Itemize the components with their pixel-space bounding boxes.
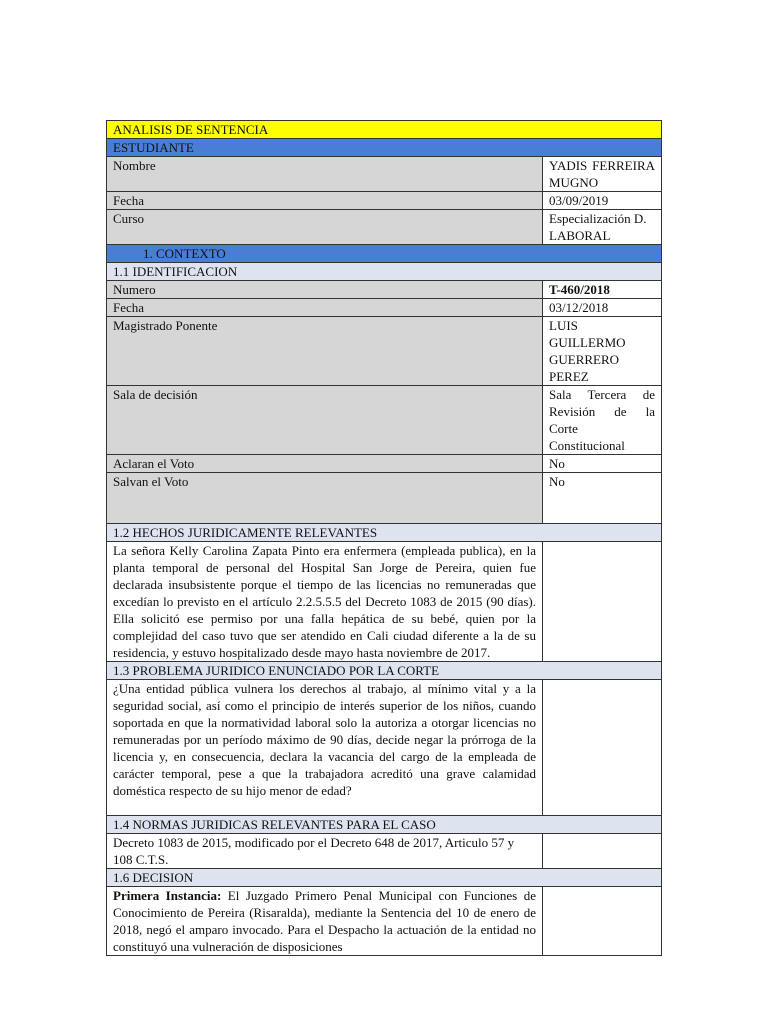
number-value: T-460/2018 [543,281,662,299]
number-label: Numero [107,281,543,299]
chamber-value: Sala Tercera de Revisión de la Corte Constitucional [543,386,662,455]
student-heading: ESTUDIANTE [107,139,662,157]
course-value: Especialización D. LABORAL [543,210,662,245]
chamber-label: Sala de decisión [107,386,543,455]
magistrate-label: Magistrado Ponente [107,317,543,386]
name-value: YADIS FERREIRA MUGNO [543,157,662,192]
analysis-table [106,120,662,956]
magistrate-value: LUIS GUILLERMO GUERRERO PEREZ [543,317,662,386]
decision-heading: 1.6 DECISION [107,869,662,887]
legal-problem-text: ¿Una entidad pública vulnera los derechos al trabajo, al mínimo vital y a la seguridad social, así como el principio de interés superior de los niños, cuando soportada en que la normatividad laboral solo la autoriza a otorgar licencias no remuneradas por un período máximo de 90 días, decide negar la prórroga de la licencia y, en consecuencia, declara la vacancia del cargo de la empleada de carácter temporal, pese a que la trabajadora acreditó una grave calamidad doméstica respecto de su hijo menor de edad? [107,680,543,816]
identification-heading: 1.1 IDENTIFICACION [107,263,662,281]
name-label: Nombre [107,157,543,192]
facts-text: La señora Kelly Carolina Zapata Pinto era enfermera (empleada publica), en la planta temporal de personal del Hospital San Jorge de Pereira, quien fue declarada insubsistente porque el tiempo de las licencias no remuneradas que excedían lo previsto en el artículo 2.2.5.5.5 del Decreto 1083 de 2015 (90 días). Ella solicitó ese permiso por una falla hepática de su bebé, quien por la complejidad del caso tuvo que ser atendido en Cali ciudad diferente a la de su residencia, y estuvo hospitalizado desde mayo hasta noviembre de 2017. [107,542,543,662]
decision-lead: Primera Instancia: [113,888,222,903]
ruling-date-value: 03/12/2018 [543,299,662,317]
facts-heading: 1.2 HECHOS JURIDICAMENTE RELEVANTES [107,524,662,542]
ruling-date-label: Fecha [107,299,543,317]
course-label: Curso [107,210,543,245]
norms-heading: 1.4 NORMAS JURIDICAS RELEVANTES PARA EL CASO [107,816,662,834]
decision-empty-cell [543,887,662,956]
context-heading: 1. CONTEXTO [107,245,662,263]
date-value: 03/09/2019 [543,192,662,210]
date-label: Fecha [107,192,543,210]
concurring-vote-label: Aclaran el Voto [107,455,543,473]
legal-problem-heading: 1.3 PROBLEMA JURIDICO ENUNCIADO POR LA CORTE [107,662,662,680]
dissenting-vote-value: No [543,473,662,524]
document-title: ANALISIS DE SENTENCIA [107,121,662,139]
concurring-vote-value: No [543,455,662,473]
norms-text: Decreto 1083 de 2015, modificado por el Decreto 648 de 2017, Articulo 57 y 108 C.T.S. [107,834,543,869]
facts-empty-cell [543,542,662,662]
decision-text [107,887,543,956]
analysis-document [106,120,661,956]
decision-body: El Juzgado Primero Penal Municipal con Funciones de Conocimiento de Pereira (Risaralda), mediante la Sentencia del 10 de enero de 2018, negó el amparo invocado. Para el Despacho la actuación de la entidad no constituyó una vulneración de disposiciones [113,888,536,954]
legal-problem-empty-cell [543,680,662,816]
norms-empty-cell [543,834,662,869]
dissenting-vote-label: Salvan el Voto [107,473,543,524]
